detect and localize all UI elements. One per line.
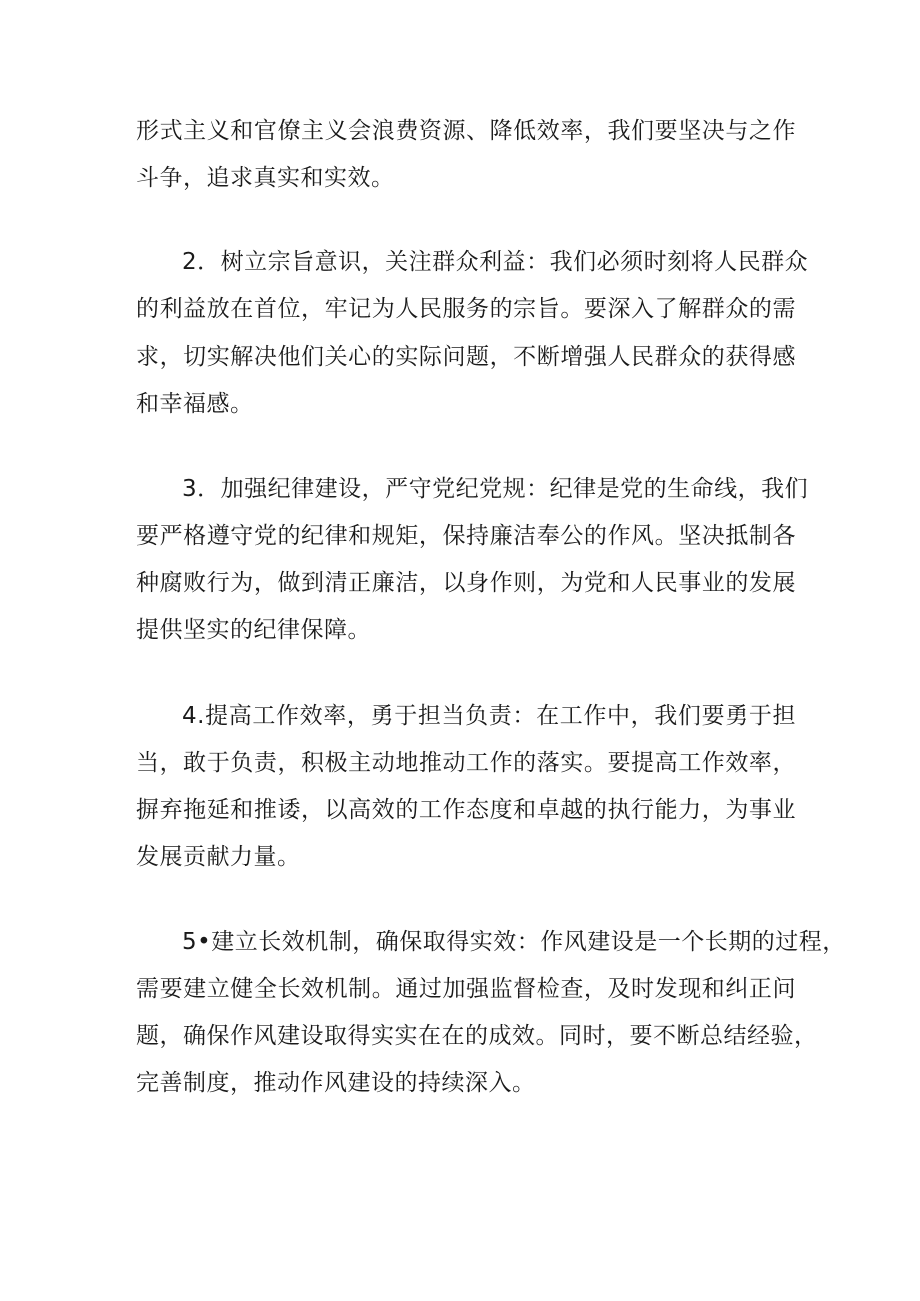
paragraph-line: 题，确保作风建设取得实实在在的成效。同时，要不断总结经验， [136, 1023, 818, 1049]
paragraph-line: 形式主义和官僚主义会浪费资源、降低效率，我们要坚决与之作 [136, 118, 796, 144]
paragraph-line: 发展贡献力量。 [136, 844, 301, 870]
paragraph-line: 2．树立宗旨意识，关注群众利益：我们必须时刻将人民群众 [182, 249, 809, 275]
paragraph-line: 求，切实解决他们关心的实际问题，不断增强人民群众的获得感 [136, 344, 796, 370]
paragraph-line: 和幸福感。 [136, 391, 254, 417]
paragraph-line: 摒弃拖延和推诿，以高效的工作态度和卓越的执行能力，为事业 [136, 797, 796, 823]
paragraph-line: 当，敢于负责，积极主动地推动工作的落实。要提高工作效率， [136, 750, 796, 776]
paragraph-line: 的利益放在首位，牢记为人民服务的宗旨。要深入了解群众的需 [136, 296, 796, 322]
paragraph-line: 要严格遵守党的纪律和规矩，保持廉洁奉公的作风。坚决抵制各 [136, 523, 796, 549]
paragraph-line: 种腐败行为，做到清正廉洁，以身作则，为党和人民事业的发展 [136, 570, 796, 596]
paragraph-line: 完善制度，推动作风建设的持续深入。 [136, 1070, 536, 1096]
paragraph-line: 需要建立健全长效机制。通过加强监督检查，及时发现和纠正问 [136, 976, 796, 1002]
paragraph-line: 3．加强纪律建设，严守党纪党规：纪律是党的生命线，我们 [182, 476, 809, 502]
paragraph-line: 提供坚实的纪律保障。 [136, 617, 371, 643]
paragraph-line: 4.提高工作效率，勇于担当负责：在工作中，我们要勇于担 [182, 703, 796, 729]
paragraph-line: 斗争，追求真实和实效。 [136, 165, 395, 191]
paragraph-line: 5•建立长效机制，确保取得实效：作风建设是一个长期的过程， [182, 929, 846, 955]
